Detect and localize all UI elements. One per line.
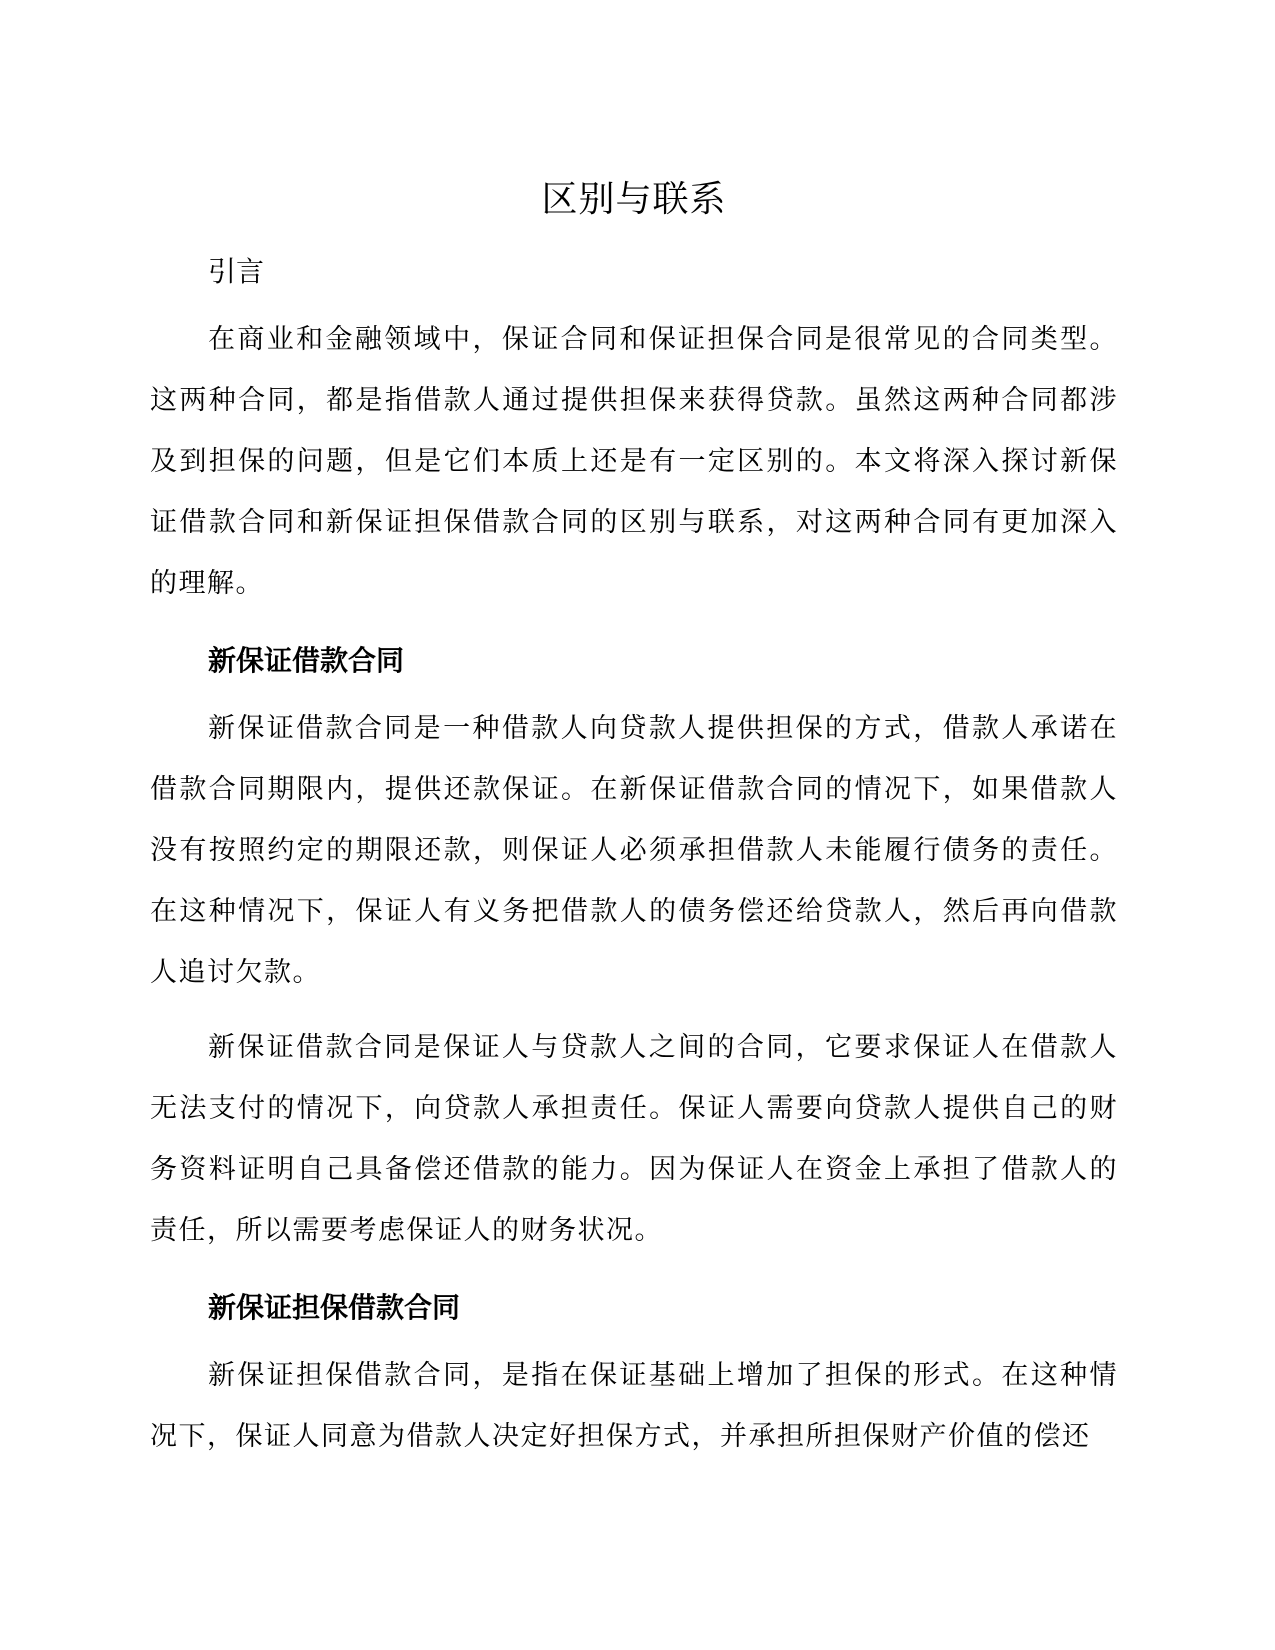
section-heading-guarantee-security-loan-contract: 新保证担保借款合同 <box>208 1291 461 1324</box>
document-title: 区别与联系 <box>541 179 727 220</box>
paragraph: 在商业和金融领域中，保证合同和保证担保合同是很常见的合同类型。这两种合同，都是指借款人通过提供担保来获得贷款。虽然这两种合同都涉及到担保的问题，但是它们本质上还是有一定区别的。本文将深入探讨新保证借款合同和新保证担保借款合同的区别与联系，对这两种合同有更加深入的理解。 <box>150 324 1118 599</box>
paragraph: 新保证借款合同是一种借款人向贷款人提供担保的方式，借款人承诺在借款合同期限内，提供还款保证。在新保证借款合同的情况下，如果借款人没有按照约定的期限还款，则保证人必须承担借款人未能履行债务的责任。在这种情况下，保证人有义务把借款人的债务偿还给贷款人，然后再向借款人追讨欠款。 <box>150 713 1118 988</box>
paragraph: 新保证担保借款合同，是指在保证基础上增加了担保的形式。在这种情况下，保证人同意为借款人决定好担保方式，并承担所担保财产价值的偿还 <box>150 1360 1118 1452</box>
section-heading-introduction: 引言 <box>208 255 265 288</box>
document-page <box>150 178 1118 1467</box>
section-heading-guarantee-loan-contract: 新保证借款合同 <box>208 644 405 677</box>
paragraph: 新保证借款合同是保证人与贷款人之间的合同，它要求保证人在借款人无法支付的情况下，向贷款人承担责任。保证人需要向贷款人提供自己的财务资料证明自己具备偿还借款的能力。因为保证人在资金上承担了借款人的责任，所以需要考虑保证人的财务状况。 <box>150 1032 1118 1246</box>
